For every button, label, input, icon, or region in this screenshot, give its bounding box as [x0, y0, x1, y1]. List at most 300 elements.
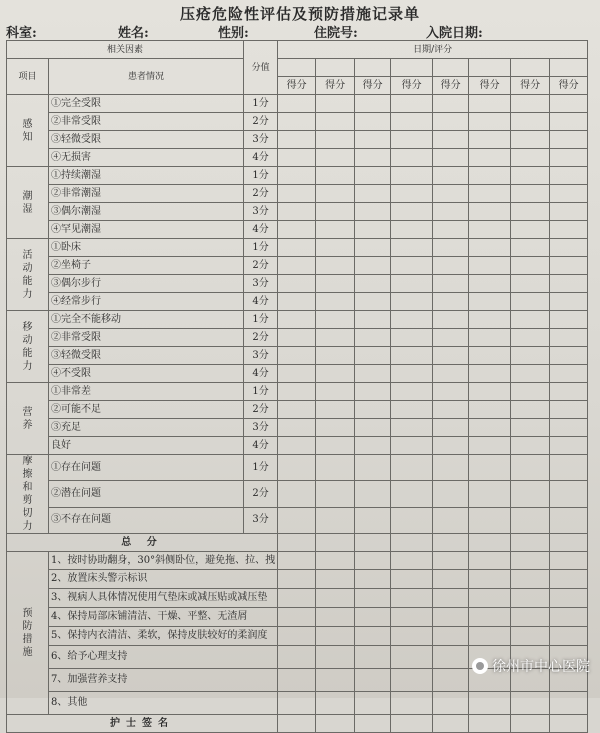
nurse-signature-row: [7, 715, 588, 733]
score-entry-cell[interactable]: [433, 627, 469, 646]
score-entry-cell[interactable]: [469, 627, 511, 646]
score-entry-cell[interactable]: [278, 481, 316, 507]
score-entry-cell[interactable]: [469, 95, 511, 113]
score-entry-cell[interactable]: [278, 692, 316, 715]
score-entry-cell[interactable]: [355, 401, 391, 419]
score-entry-cell[interactable]: [433, 481, 469, 507]
score-entry-cell[interactable]: [391, 167, 433, 185]
score-entry-cell[interactable]: [391, 534, 433, 552]
score-entry-cell[interactable]: [391, 608, 433, 627]
score-value-cell: 4分: [244, 221, 278, 239]
date-cell[interactable]: [469, 59, 511, 77]
condition-cell: ③轻微受限: [49, 347, 244, 365]
score-entry-cell[interactable]: [316, 185, 355, 203]
date-cell[interactable]: [511, 59, 550, 77]
score-entry-cell[interactable]: [391, 646, 433, 669]
table-row: [7, 149, 588, 167]
score-entry-cell[interactable]: [391, 692, 433, 715]
score-entry-cell[interactable]: [511, 419, 550, 437]
score-entry-cell[interactable]: [469, 383, 511, 401]
score-entry-cell[interactable]: [355, 257, 391, 275]
score-entry-cell[interactable]: [469, 113, 511, 131]
score-entry-cell[interactable]: [511, 149, 550, 167]
score-entry-cell[interactable]: [391, 329, 433, 347]
score-entry-cell[interactable]: [391, 627, 433, 646]
score-entry-cell[interactable]: [550, 534, 588, 552]
score-entry-cell[interactable]: [469, 347, 511, 365]
score-entry-cell[interactable]: [469, 692, 511, 715]
score-entry-cell[interactable]: [316, 131, 355, 149]
score-entry-cell[interactable]: [316, 113, 355, 131]
score-entry-cell[interactable]: [278, 149, 316, 167]
score-entry-cell[interactable]: [433, 570, 469, 589]
score-entry-cell[interactable]: [550, 257, 588, 275]
table-row: [7, 401, 588, 419]
score-entry-cell[interactable]: [355, 203, 391, 221]
score-entry-cell[interactable]: [278, 257, 316, 275]
score-entry-cell[interactable]: [433, 419, 469, 437]
score-entry-cell[interactable]: [550, 481, 588, 507]
score-entry-cell[interactable]: [511, 131, 550, 149]
score-value-cell: 2分: [244, 113, 278, 131]
score-entry-cell[interactable]: [550, 293, 588, 311]
score-entry-cell[interactable]: [278, 365, 316, 383]
score-entry-cell[interactable]: [355, 293, 391, 311]
score-entry-cell[interactable]: [355, 669, 391, 692]
score-entry-cell[interactable]: [355, 95, 391, 113]
score-entry-cell[interactable]: [511, 401, 550, 419]
score-entry-cell[interactable]: [278, 715, 316, 733]
score-entry-cell[interactable]: [355, 221, 391, 239]
score-entry-cell[interactable]: [469, 570, 511, 589]
score-entry-cell[interactable]: [278, 437, 316, 455]
score-entry-cell[interactable]: [511, 589, 550, 608]
score-entry-cell[interactable]: [511, 627, 550, 646]
score-entry-cell[interactable]: [433, 365, 469, 383]
score-entry-cell[interactable]: [511, 221, 550, 239]
score-entry-cell[interactable]: [433, 437, 469, 455]
score-entry-cell[interactable]: [511, 365, 550, 383]
score-entry-cell[interactable]: [469, 419, 511, 437]
score-entry-cell[interactable]: [316, 608, 355, 627]
score-entry-cell[interactable]: [511, 552, 550, 570]
score-entry-cell[interactable]: [550, 552, 588, 570]
score-entry-cell[interactable]: [469, 185, 511, 203]
score-entry-cell[interactable]: [469, 275, 511, 293]
score-entry-cell[interactable]: [469, 552, 511, 570]
score-entry-cell[interactable]: [278, 627, 316, 646]
measure-row: [7, 589, 588, 608]
score-entry-cell[interactable]: [469, 589, 511, 608]
score-entry-cell[interactable]: [316, 329, 355, 347]
score-entry-cell[interactable]: [469, 221, 511, 239]
score-entry-cell[interactable]: [433, 239, 469, 257]
score-entry-cell[interactable]: [355, 239, 391, 257]
score-entry-cell[interactable]: [550, 185, 588, 203]
score-entry-cell[interactable]: [550, 203, 588, 221]
score-entry-cell[interactable]: [550, 311, 588, 329]
score-entry-cell[interactable]: [391, 455, 433, 481]
score-entry-cell[interactable]: [550, 715, 588, 733]
score-entry-cell[interactable]: [550, 95, 588, 113]
score-entry-cell[interactable]: [391, 715, 433, 733]
score-entry-cell[interactable]: [316, 455, 355, 481]
score-entry-cell[interactable]: [355, 437, 391, 455]
assessment-table: [6, 40, 588, 733]
score-entry-cell[interactable]: [391, 481, 433, 507]
score-entry-cell[interactable]: [278, 507, 316, 533]
score-entry-cell[interactable]: [550, 239, 588, 257]
score-entry-cell[interactable]: [391, 293, 433, 311]
score-entry-cell[interactable]: [355, 534, 391, 552]
score-entry-cell[interactable]: [278, 534, 316, 552]
score-entry-cell[interactable]: [511, 167, 550, 185]
score-entry-cell[interactable]: [278, 347, 316, 365]
score-entry-cell[interactable]: [433, 221, 469, 239]
score-entry-cell[interactable]: [433, 669, 469, 692]
score-entry-cell[interactable]: [391, 365, 433, 383]
date-cell[interactable]: [550, 59, 588, 77]
score-entry-cell[interactable]: [433, 383, 469, 401]
score-entry-cell[interactable]: [355, 275, 391, 293]
score-entry-cell[interactable]: [511, 311, 550, 329]
category-cell: [7, 311, 49, 383]
score-entry-cell[interactable]: [278, 293, 316, 311]
score-entry-cell[interactable]: [391, 347, 433, 365]
score-entry-cell[interactable]: [433, 692, 469, 715]
score-entry-cell[interactable]: [316, 627, 355, 646]
score-entry-cell[interactable]: [355, 167, 391, 185]
score-entry-cell[interactable]: [511, 347, 550, 365]
score-entry-cell[interactable]: [511, 534, 550, 552]
score-entry-cell[interactable]: [278, 203, 316, 221]
score-entry-cell[interactable]: [469, 365, 511, 383]
score-entry-cell[interactable]: [278, 95, 316, 113]
score-entry-cell[interactable]: [355, 608, 391, 627]
score-entry-cell[interactable]: [511, 507, 550, 533]
score-entry-cell[interactable]: [278, 552, 316, 570]
score-entry-cell[interactable]: [316, 401, 355, 419]
date-cell[interactable]: [355, 59, 391, 77]
score-entry-cell[interactable]: [278, 113, 316, 131]
score-entry-cell[interactable]: [391, 257, 433, 275]
score-entry-cell[interactable]: [469, 608, 511, 627]
table-row: [7, 185, 588, 203]
score-entry-cell[interactable]: [469, 311, 511, 329]
score-entry-cell[interactable]: [316, 293, 355, 311]
score-entry-cell[interactable]: [316, 437, 355, 455]
score-entry-cell[interactable]: [550, 221, 588, 239]
score-entry-cell[interactable]: [433, 131, 469, 149]
score-entry-cell[interactable]: [433, 608, 469, 627]
score-entry-cell[interactable]: [511, 715, 550, 733]
score-entry-cell[interactable]: [511, 608, 550, 627]
score-entry-cell[interactable]: [433, 455, 469, 481]
score-entry-cell[interactable]: [550, 347, 588, 365]
score-entry-cell[interactable]: [278, 455, 316, 481]
score-entry-cell[interactable]: [355, 329, 391, 347]
score-entry-cell[interactable]: [511, 113, 550, 131]
score-value-cell: 1分: [244, 167, 278, 185]
score-entry-cell[interactable]: [433, 95, 469, 113]
score-entry-cell[interactable]: [316, 275, 355, 293]
score-entry-cell[interactable]: [355, 692, 391, 715]
score-entry-cell[interactable]: [391, 131, 433, 149]
score-entry-cell[interactable]: [355, 311, 391, 329]
score-entry-cell[interactable]: [511, 692, 550, 715]
score-entry-cell[interactable]: [433, 167, 469, 185]
score-entry-cell[interactable]: [355, 383, 391, 401]
score-entry-cell[interactable]: [278, 131, 316, 149]
score-entry-cell[interactable]: [550, 275, 588, 293]
score-entry-cell[interactable]: [511, 239, 550, 257]
score-entry-cell[interactable]: [316, 203, 355, 221]
score-entry-cell[interactable]: [316, 95, 355, 113]
score-entry-cell[interactable]: [355, 185, 391, 203]
score-entry-cell[interactable]: [278, 646, 316, 669]
total-row: [7, 534, 588, 552]
score-entry-cell[interactable]: [316, 257, 355, 275]
score-entry-cell[interactable]: [550, 365, 588, 383]
score-entry-cell[interactable]: [278, 185, 316, 203]
score-entry-cell[interactable]: [278, 401, 316, 419]
score-entry-cell[interactable]: [316, 365, 355, 383]
score-entry-cell[interactable]: [433, 275, 469, 293]
score-entry-cell[interactable]: [316, 383, 355, 401]
date-cell[interactable]: [316, 59, 355, 77]
category-cell: [7, 455, 49, 534]
score-entry-cell[interactable]: [550, 507, 588, 533]
score-entry-cell[interactable]: [550, 589, 588, 608]
score-entry-cell[interactable]: [550, 608, 588, 627]
score-entry-cell[interactable]: [433, 149, 469, 167]
score-entry-cell[interactable]: [433, 311, 469, 329]
score-entry-cell[interactable]: [511, 203, 550, 221]
score-entry-cell[interactable]: [316, 715, 355, 733]
score-entry-cell[interactable]: [391, 203, 433, 221]
score-entry-cell[interactable]: [316, 167, 355, 185]
score-entry-cell[interactable]: [355, 347, 391, 365]
score-entry-cell[interactable]: [278, 608, 316, 627]
score-entry-cell[interactable]: [391, 383, 433, 401]
score-entry-cell[interactable]: [355, 131, 391, 149]
score-entry-cell[interactable]: [469, 715, 511, 733]
score-entry-cell[interactable]: [511, 455, 550, 481]
score-entry-cell[interactable]: [278, 589, 316, 608]
score-entry-cell[interactable]: [511, 293, 550, 311]
score-entry-cell[interactable]: [316, 347, 355, 365]
score-entry-cell[interactable]: [391, 275, 433, 293]
measure-row: [7, 552, 588, 570]
score-entry-cell[interactable]: [469, 481, 511, 507]
score-entry-cell[interactable]: [433, 347, 469, 365]
score-entry-cell[interactable]: [391, 419, 433, 437]
score-entry-cell[interactable]: [511, 185, 550, 203]
nurse-signature-label: 护士签名: [7, 715, 278, 733]
score-entry-cell[interactable]: [550, 383, 588, 401]
score-entry-cell[interactable]: [355, 113, 391, 131]
score-entry-cell[interactable]: [355, 715, 391, 733]
score-entry-cell[interactable]: [550, 113, 588, 131]
score-entry-cell[interactable]: [278, 221, 316, 239]
condition-cell: ②坐椅子: [49, 257, 244, 275]
score-entry-cell[interactable]: [433, 293, 469, 311]
score-entry-cell[interactable]: [469, 149, 511, 167]
date-cell[interactable]: [391, 59, 433, 77]
score-entry-cell[interactable]: [433, 646, 469, 669]
score-entry-cell[interactable]: [316, 507, 355, 533]
score-entry-cell[interactable]: [355, 627, 391, 646]
score-entry-cell[interactable]: [511, 275, 550, 293]
form-title: 压疮危险性评估及预防措施记录单: [179, 5, 420, 23]
score-entry-cell[interactable]: [511, 570, 550, 589]
score-entry-cell[interactable]: [550, 401, 588, 419]
score-column-label: 得分: [550, 77, 588, 95]
score-entry-cell[interactable]: [433, 329, 469, 347]
table-row: [7, 383, 588, 401]
score-entry-cell[interactable]: [316, 149, 355, 167]
score-value-cell: 3分: [244, 419, 278, 437]
measure-text: 4、保持局部床铺清洁、干燥、平整、无渣屑: [49, 608, 278, 627]
score-entry-cell[interactable]: [316, 589, 355, 608]
score-entry-cell[interactable]: [469, 239, 511, 257]
score-entry-cell[interactable]: [433, 534, 469, 552]
score-entry-cell[interactable]: [391, 221, 433, 239]
score-entry-cell[interactable]: [355, 419, 391, 437]
score-entry-cell[interactable]: [469, 455, 511, 481]
score-entry-cell[interactable]: [278, 239, 316, 257]
score-entry-cell[interactable]: [355, 589, 391, 608]
score-entry-cell[interactable]: [316, 239, 355, 257]
score-entry-cell[interactable]: [391, 589, 433, 608]
score-entry-cell[interactable]: [550, 419, 588, 437]
score-entry-cell[interactable]: [433, 257, 469, 275]
score-entry-cell[interactable]: [550, 692, 588, 715]
score-entry-cell[interactable]: [550, 455, 588, 481]
score-entry-cell[interactable]: [391, 437, 433, 455]
score-entry-cell[interactable]: [355, 646, 391, 669]
score-entry-cell[interactable]: [391, 239, 433, 257]
score-entry-cell[interactable]: [511, 95, 550, 113]
score-entry-cell[interactable]: [469, 437, 511, 455]
category-name: 营养: [22, 406, 33, 431]
score-entry-cell[interactable]: [469, 203, 511, 221]
score-entry-cell[interactable]: [550, 131, 588, 149]
score-entry-cell[interactable]: [433, 552, 469, 570]
score-entry-cell[interactable]: [433, 203, 469, 221]
score-entry-cell[interactable]: [433, 507, 469, 533]
score-entry-cell[interactable]: [511, 383, 550, 401]
score-entry-cell[interactable]: [469, 401, 511, 419]
measure-row: [7, 608, 588, 627]
score-entry-cell[interactable]: [511, 257, 550, 275]
score-value-cell: 3分: [244, 275, 278, 293]
score-entry-cell[interactable]: [469, 167, 511, 185]
score-entry-cell[interactable]: [278, 311, 316, 329]
score-entry-cell[interactable]: [433, 185, 469, 203]
score-entry-cell[interactable]: [469, 257, 511, 275]
score-entry-cell[interactable]: [469, 534, 511, 552]
score-entry-cell[interactable]: [278, 167, 316, 185]
score-entry-cell[interactable]: [511, 481, 550, 507]
score-entry-cell[interactable]: [316, 534, 355, 552]
score-entry-cell[interactable]: [511, 437, 550, 455]
score-entry-cell[interactable]: [391, 311, 433, 329]
score-entry-cell[interactable]: [433, 589, 469, 608]
score-entry-cell[interactable]: [278, 329, 316, 347]
score-entry-cell[interactable]: [469, 293, 511, 311]
condition-cell: 良好: [49, 437, 244, 455]
score-entry-cell[interactable]: [278, 419, 316, 437]
score-entry-cell[interactable]: [316, 221, 355, 239]
condition-cell: ①卧床: [49, 239, 244, 257]
score-entry-cell[interactable]: [355, 481, 391, 507]
score-column-label: 得分: [469, 77, 511, 95]
score-entry-cell[interactable]: [391, 570, 433, 589]
score-entry-cell[interactable]: [316, 481, 355, 507]
date-cell[interactable]: [278, 59, 316, 77]
score-entry-cell[interactable]: [355, 570, 391, 589]
score-entry-cell[interactable]: [433, 401, 469, 419]
score-entry-cell[interactable]: [316, 692, 355, 715]
score-entry-cell[interactable]: [433, 715, 469, 733]
score-entry-cell[interactable]: [316, 570, 355, 589]
score-entry-cell[interactable]: [316, 552, 355, 570]
table-row: [7, 239, 588, 257]
score-entry-cell[interactable]: [550, 329, 588, 347]
condition-cell: ②可能不足: [49, 401, 244, 419]
score-entry-cell[interactable]: [391, 95, 433, 113]
score-entry-cell[interactable]: [316, 419, 355, 437]
score-entry-cell[interactable]: [511, 329, 550, 347]
score-entry-cell[interactable]: [391, 669, 433, 692]
score-entry-cell[interactable]: [550, 570, 588, 589]
score-entry-cell[interactable]: [550, 149, 588, 167]
table-row: [7, 481, 588, 507]
score-entry-cell[interactable]: [433, 113, 469, 131]
score-entry-cell[interactable]: [550, 167, 588, 185]
score-entry-cell[interactable]: [316, 311, 355, 329]
score-entry-cell[interactable]: [355, 552, 391, 570]
score-entry-cell[interactable]: [391, 507, 433, 533]
score-entry-cell[interactable]: [355, 365, 391, 383]
score-entry-cell[interactable]: [469, 131, 511, 149]
condition-cell: ③充足: [49, 419, 244, 437]
score-entry-cell[interactable]: [391, 185, 433, 203]
score-entry-cell[interactable]: [469, 507, 511, 533]
score-entry-cell[interactable]: [316, 646, 355, 669]
score-entry-cell[interactable]: [391, 401, 433, 419]
score-entry-cell[interactable]: [278, 275, 316, 293]
score-entry-cell[interactable]: [550, 627, 588, 646]
score-entry-cell[interactable]: [355, 507, 391, 533]
score-entry-cell[interactable]: [355, 149, 391, 167]
score-entry-cell[interactable]: [278, 383, 316, 401]
score-entry-cell[interactable]: [278, 570, 316, 589]
category-cell: [7, 95, 49, 167]
score-entry-cell[interactable]: [469, 329, 511, 347]
date-cell[interactable]: [433, 59, 469, 77]
table-row: [7, 437, 588, 455]
score-entry-cell[interactable]: [355, 455, 391, 481]
score-entry-cell[interactable]: [316, 669, 355, 692]
score-value-cell: 1分: [244, 239, 278, 257]
score-entry-cell[interactable]: [391, 149, 433, 167]
score-entry-cell[interactable]: [391, 552, 433, 570]
score-entry-cell[interactable]: [550, 437, 588, 455]
score-entry-cell[interactable]: [391, 113, 433, 131]
score-entry-cell[interactable]: [278, 669, 316, 692]
